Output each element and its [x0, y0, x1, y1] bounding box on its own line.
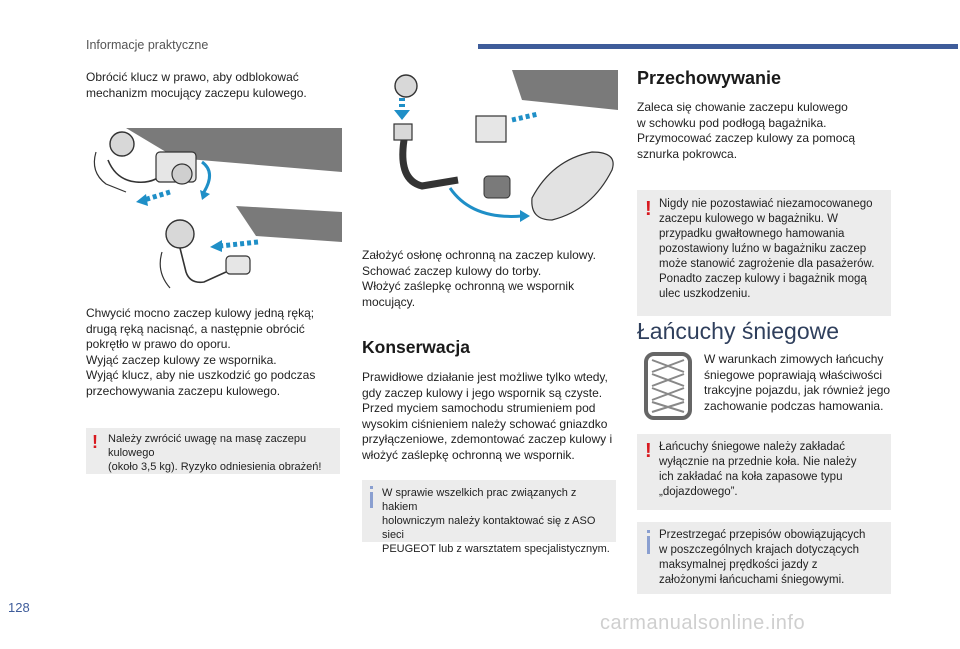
maintenance-text: Prawidłowe działanie jest możliwe tylko wtedy, gdy zaczep kulowy i jego wspornik są czyste. Przed myciem samochodu strumieniem pod wysokim ciśnieniem należy schować gniazdko przyłączeniowe, zdemontować zaczep kulowy i włożyć zaślepkę ochronną we wspornik.	[362, 370, 613, 462]
speed-info-box	[637, 522, 891, 594]
snow-chains-text: W warunkach zimowych łańcuchy śniegowe poprawiają właściwości trakcyjne pojazdu, jak również jego zachowanie podczas hamowania.	[704, 352, 891, 413]
snow-chain-icon	[640, 350, 696, 422]
storage-warning-box	[637, 190, 891, 316]
chains-warning-box	[637, 434, 891, 510]
storage-warning-text: Nigdy nie pozostawiać niezamocowanego zaczepu kulowego w bagażniku. W przypadku gwałtownego hamowania pozostawiony luźno w bagażniku zaczep może stanowić zagrożenie dla pasażerów. Ponadto zaczep kulowy i bagażnik mogą ulec uszkodzeniu.	[659, 198, 875, 300]
protective-cover-illustration	[362, 70, 618, 242]
aso-info-text: W sprawie wszelkich prac związanych z hakiem holowniczym należy kontaktować się z ASO sieci PEUGEOT lub z warsztatem specjalistycznym.	[382, 487, 610, 555]
header-accent-bar	[478, 44, 958, 49]
removal-steps-text: Chwycić mocno zaczep kulowy jedną ręką; drugą ręką nacisnąć, a następnie obrócić pokrętło w prawo do oporu. Wyjąć zaczep kulowy ze wspornika. Wyjąć klucz, aby nie uszkodzić go podczas przechowywania zaczepu kulowego.	[86, 306, 316, 398]
mass-warning-box	[86, 428, 340, 474]
info-bar-icon-stem	[647, 536, 650, 554]
chains-warning-text: Łańcuchy śniegowe należy zakładać wyłącznie na przednie koła. Nie należy ich zakładać na koła zapasowe typu „dojazdowego”.	[659, 441, 857, 498]
storage-heading: Przechowywanie	[637, 68, 782, 88]
watermark: carmanualsonline.info	[600, 612, 806, 634]
aso-info-box	[362, 480, 616, 555]
maintenance-heading: Konserwacja	[362, 337, 470, 357]
page-number: 128	[8, 600, 30, 615]
section-header: Informacje praktyczne	[86, 38, 209, 52]
info-bar-icon-stem	[370, 492, 373, 508]
storage-text: Zaleca się chowanie zaczepu kulowego w schowku pod podłogą bagażnika. Przymocować zaczep kulowy za pomocą sznurka pokrowca.	[637, 100, 856, 161]
info-bar-icon	[370, 486, 373, 489]
exclamation-icon: !	[92, 432, 98, 452]
exclamation-icon: !	[645, 198, 652, 220]
speed-info-text: Przestrzegać przepisów obowiązujących w poszczególnych krajach dotyczących maksymalnej prędkości jazdy z założonymi łańcuchami śniegowymi.	[659, 529, 866, 586]
towbar-unlock-illustration	[86, 122, 342, 300]
intro-text: Obrócić klucz w prawo, aby odblokować mechanizm mocujący zaczepu kulowego.	[86, 70, 307, 100]
cover-steps-text: Założyć osłonę ochronną na zaczep kulowy. Schować zaczep kulowy do torby. Włożyć zaślepkę ochronną we wspornik mocujący.	[362, 248, 596, 309]
info-bar-icon	[647, 530, 650, 533]
mass-warning-text: Należy zwrócić uwagę na masę zaczepu kulowego (około 3,5 kg). Ryzyko odniesienia obrażeń!	[108, 433, 322, 473]
snow-chains-heading: Łańcuchy śniegowe	[637, 318, 840, 344]
exclamation-icon: !	[645, 440, 652, 462]
